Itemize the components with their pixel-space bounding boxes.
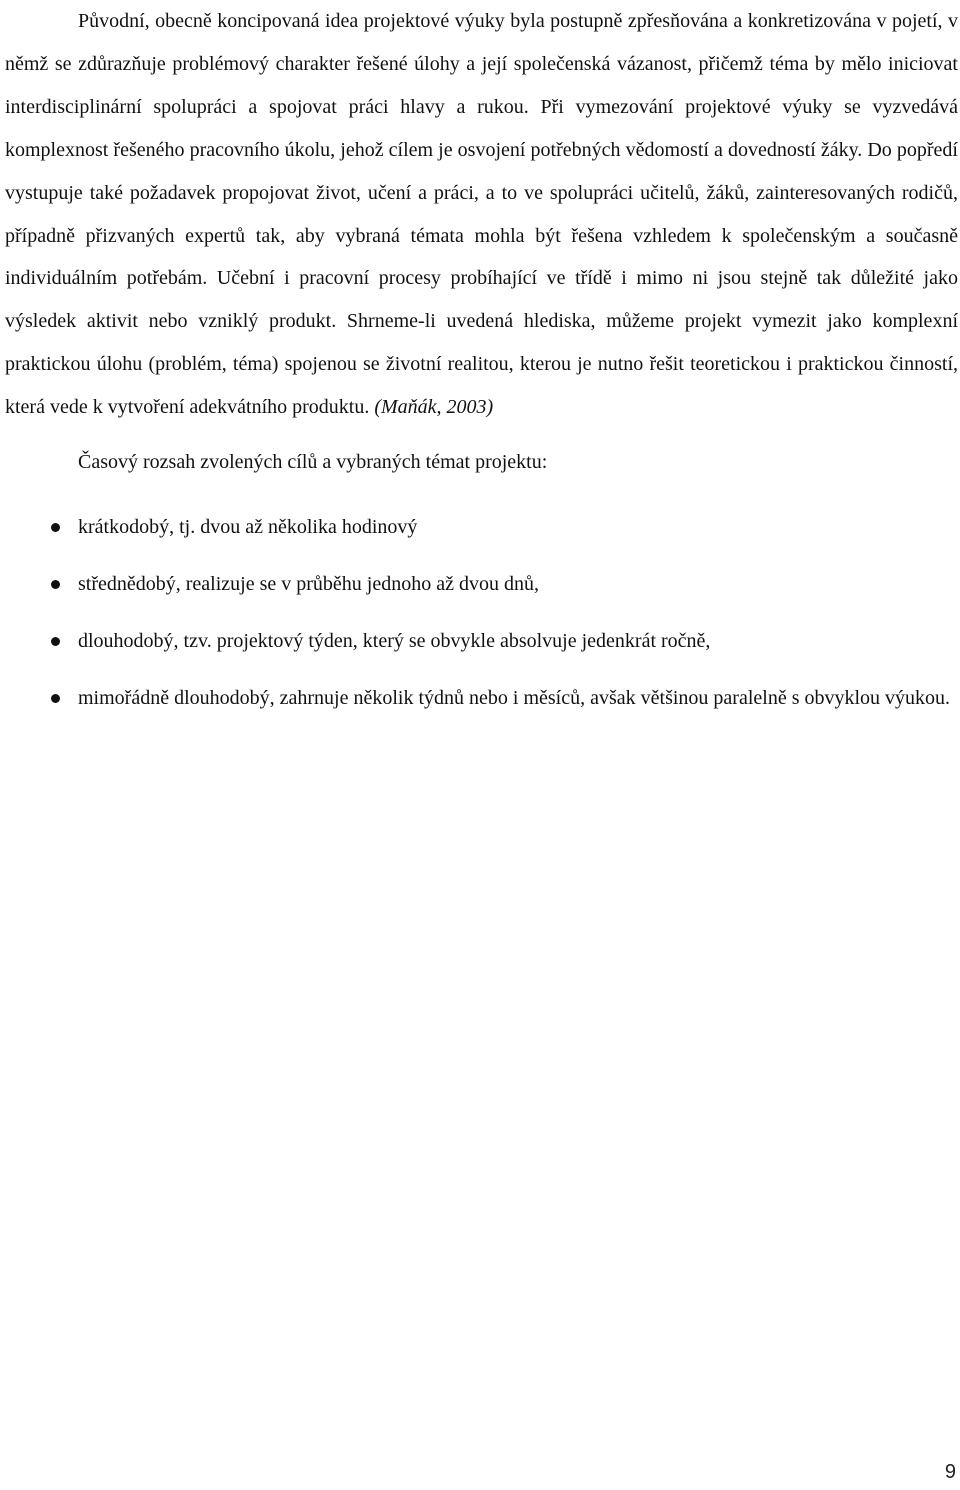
body-paragraph xyxy=(5,0,958,429)
list-item-text: střednědobý, realizuje se v průběhu jednoho až dvou dnů, xyxy=(78,573,539,596)
list-item xyxy=(5,677,958,719)
bullet-icon xyxy=(51,694,60,703)
bullet-icon xyxy=(51,580,60,589)
bullet-icon xyxy=(51,637,60,646)
bullet-icon xyxy=(51,523,60,532)
list-item-text: mimořádně dlouhodobý, zahrnuje několik týdnů nebo i měsíců, avšak většinou paralelně s obvyklou výukou. xyxy=(78,687,951,710)
document-page xyxy=(5,0,958,734)
page-number: 9 xyxy=(944,1461,956,1483)
list-item-text: dlouhodobý, tzv. projektový týden, který se obvykle absolvuje jedenkrát ročně, xyxy=(78,630,711,653)
bullet-list xyxy=(5,506,958,719)
list-item xyxy=(5,620,958,662)
list-item xyxy=(5,563,958,605)
paragraph-text: Původní, obecně koncipovaná idea projektové výuky byla postupně zpřesňována a konkretizována v pojetí, v němž se zdůrazňuje problémový charakter řešené úlohy a její společenská vázanost, přičemž téma by mělo iniciovat interdisciplinární spolupráci a spojovat práci hlavy a rukou. Při vymezování projektové výuky se vyzvedává komplexnost řešeného pracovního úkolu, jehož cílem je osvojení potřebných vědomostí a dovedností žáky. Do popředí vystupuje také požadavek propojovat život, učení a práci, a to ve spolupráci učitelů, žáků, zainteresovaných rodičů, případně přizvaných expertů tak, aby vybraná témata mohla být řešena vzhledem k společenským a současně individuálním potřebám. Učební i pracovní procesy probíhající ve třídě i mimo ni jsou stejně tak důležité jako výsledek aktivit nebo vzniklý produkt. Shrneme-li uvedená hlediska, můžeme projekt vymezit jako komplexní praktickou úlohu (problém, téma) spojenou se životní realitou, kterou je nutno řešit teoretickou i praktickou činností, která vede k vytvoření adekvátního produktu. xyxy=(5,10,958,419)
citation: (Maňák, 2003) xyxy=(374,396,494,419)
list-heading: Časový rozsah zvolených cílů a vybraných témat projektu: xyxy=(78,451,548,474)
list-item xyxy=(5,506,958,548)
list-item-text: krátkodobý, tj. dvou až několika hodinový xyxy=(78,516,418,539)
